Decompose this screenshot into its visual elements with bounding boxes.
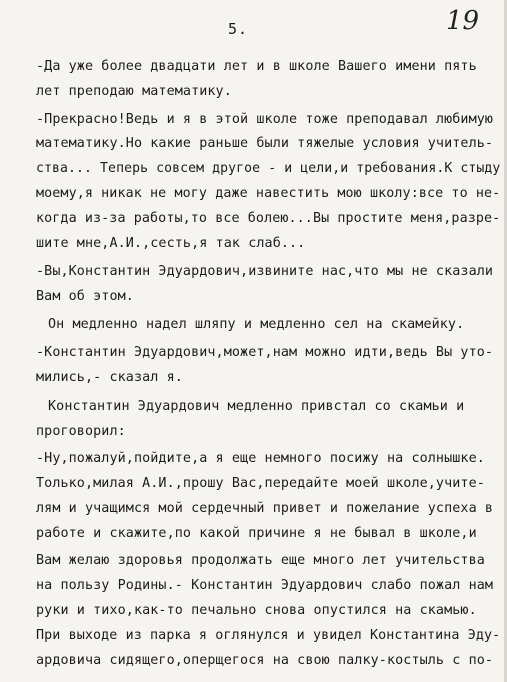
text-line: Вам об этом. [36, 289, 134, 304]
text-line: моему,я никак не могу даже навестить мою школу:все то не- [36, 186, 501, 201]
text-line: Только,милая А.И.,прошу Вас,передайте моей школе,учите- [36, 476, 485, 491]
text-line: При выходе из парка я оглянулся и увидел Константина Эду- [36, 628, 501, 643]
text-line: -Прекрасно!Ведь и я в этой школе тоже преподавал любимую [36, 112, 494, 127]
text-line: проговорил: [36, 424, 126, 439]
text-line: -Константин Эдуардович,может,нам можно идти,ведь Вы уто- [36, 345, 494, 360]
text-line: -Да уже более двадцати лет и в школе Вашего имени пять [36, 59, 477, 74]
text-line: Константин Эдуардович медленно привстал со скамьи и [48, 399, 465, 414]
text-line: Вам желаю здоровья продолжать еще много лет учительства [36, 553, 485, 568]
text-line: руки и тихо,как-то печально снова опустился на скамью. [36, 603, 477, 618]
text-line: на пользу Родины.- Константин Эдуардович слабо пожал нам [36, 578, 494, 593]
text-line: ардовича сидящего,оперщегося на свою палку-костыль с по- [36, 653, 494, 668]
text-line: шите мне,А.И.,сесть,я так слаб... [36, 236, 306, 251]
text-line: работе и скажите,по какой причине я не бывал в школе,и [36, 526, 477, 541]
page-number: 5. [228, 20, 249, 38]
text-line: лет преподаю математику. [36, 84, 232, 99]
archive-number: 19 [446, 6, 480, 36]
text-line: математику.Но какие раньше были тяжелые условия учитель- [36, 136, 494, 151]
text-line: когда из-за работы,то все болею...Вы простите меня,разре- [36, 211, 501, 226]
text-line: -Вы,Константин Эдуардович,извините нас,что мы не сказали [36, 264, 494, 279]
text-line: -Ну,пожалуй,пойдите,а я еще немного посижу на солнышке. [36, 451, 485, 466]
text-line: мились,- сказал я. [36, 370, 183, 385]
text-line: лям и учащимся мой сердечный привет и пожелание успеха в [36, 501, 494, 516]
text-line: Он медленно надел шляпу и медленно сел на скамейку. [48, 317, 465, 332]
text-line: ства... Теперь совсем другое - и цели,и требования.К стыду [36, 161, 501, 176]
